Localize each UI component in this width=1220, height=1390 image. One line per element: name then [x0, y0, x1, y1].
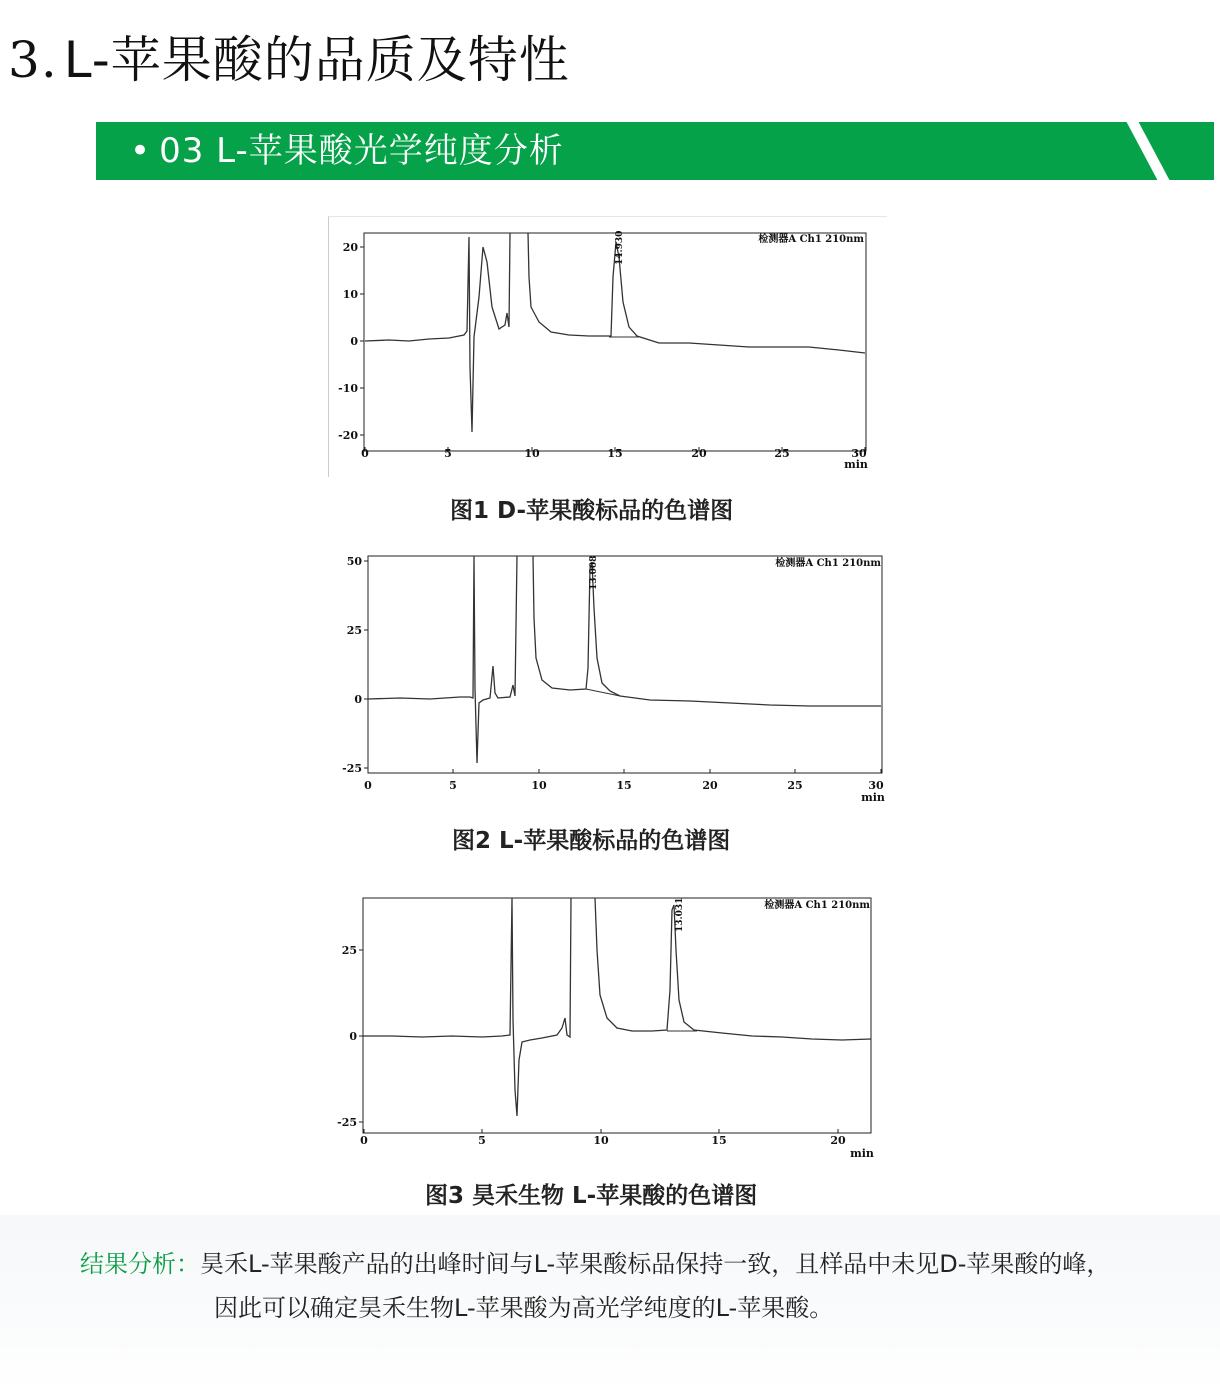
- analysis-line-1: 昊禾L-苹果酸产品的出峰时间与L-苹果酸标品保持一致，且样品中未见D-苹果酸的峰，: [200, 1250, 1111, 1278]
- result-analysis: [80, 1242, 1220, 1330]
- chromatogram-3-svg: [332, 890, 882, 1162]
- x-unit-label: min: [861, 791, 885, 804]
- peak-label: 13.008: [589, 555, 599, 590]
- section-heading: [130, 122, 564, 180]
- x-tick-label: 15: [616, 779, 632, 792]
- x-tick-label: 10: [524, 447, 540, 460]
- title-dot: .: [40, 31, 58, 89]
- x-tick-label: 10: [531, 779, 547, 792]
- x-tick-label: 25: [774, 447, 790, 460]
- y-tick-label: 10: [342, 288, 358, 301]
- y-tick-label: 0: [349, 1030, 357, 1043]
- chromatogram-2: [330, 548, 890, 810]
- analysis-line-2: 因此可以确定昊禾生物L-苹果酸为高光学纯度的L-苹果酸。: [214, 1294, 834, 1322]
- x-tick-label: 30: [868, 779, 884, 792]
- x-tick-label: 15: [711, 1134, 727, 1147]
- x-tick-label: 30: [851, 447, 867, 460]
- peak-label: 13.031: [675, 897, 685, 932]
- y-tick-label: 25: [341, 944, 357, 957]
- y-ticks: [338, 241, 364, 442]
- y-tick-label: 0: [354, 693, 362, 706]
- y-tick-label: -10: [338, 382, 358, 395]
- x-tick-label: 5: [449, 779, 457, 792]
- analysis-label: 结果分析：: [80, 1250, 200, 1278]
- x-tick-label: 0: [361, 447, 369, 460]
- chromatogram-1: [328, 216, 887, 477]
- x-tick-label: 5: [478, 1134, 486, 1147]
- detector-label: 检测器A Ch1 210nm: [764, 900, 870, 911]
- y-tick-label: -20: [338, 429, 358, 442]
- figure-1-caption: 图1 D-苹果酸标品的色谱图: [450, 498, 734, 524]
- y-tick-label: 50: [346, 555, 362, 568]
- chromatogram-1-svg: [329, 217, 887, 477]
- banner-slash-decoration: [1127, 122, 1170, 180]
- plot-frame: [363, 898, 871, 1133]
- x-tick-label: 0: [364, 779, 372, 792]
- plot-frame: [368, 556, 882, 773]
- x-tick-label: 25: [787, 779, 803, 792]
- figure-3-caption: 图3 昊禾生物 L-苹果酸的色谱图: [425, 1183, 758, 1209]
- y-tick-label: -25: [337, 1116, 357, 1129]
- y-tick-label: -25: [342, 762, 362, 775]
- title-number: 3: [8, 31, 41, 89]
- x-ticks: [360, 1129, 874, 1160]
- detector-label: 检测器A Ch1 210nm: [758, 234, 864, 245]
- x-ticks: [364, 769, 885, 804]
- x-unit-label: min: [844, 458, 868, 471]
- x-tick-label: 20: [691, 447, 707, 460]
- figure-2-caption: 图2 L-苹果酸标品的色谱图: [452, 828, 731, 854]
- peak-label: 14.930: [615, 230, 625, 265]
- chromatogram-3: [332, 890, 882, 1162]
- y-ticks: [342, 555, 368, 775]
- x-tick-label: 10: [593, 1134, 609, 1147]
- chromatogram-2-svg: [330, 548, 890, 810]
- peak-baseline: [586, 689, 620, 696]
- section-banner: [96, 122, 1214, 180]
- x-unit-label: min: [850, 1147, 874, 1160]
- y-tick-label: 25: [346, 624, 362, 637]
- chromatogram-trace: [368, 556, 881, 763]
- bullet-icon: •: [130, 131, 152, 171]
- section-heading-text: 03 L-苹果酸光学纯度分析: [159, 131, 564, 171]
- x-tick-label: 20: [702, 779, 718, 792]
- x-tick-label: 5: [444, 447, 452, 460]
- detector-label: 检测器A Ch1 210nm: [775, 558, 881, 569]
- y-tick-label: 20: [342, 241, 358, 254]
- y-tick-label: 0: [350, 335, 358, 348]
- chromatogram-trace: [363, 898, 871, 1116]
- x-tick-label: 15: [607, 447, 623, 460]
- x-tick-label: 0: [360, 1134, 368, 1147]
- title-text: L-苹果酸的品质及特性: [63, 31, 570, 89]
- page-title: [8, 20, 570, 92]
- y-ticks: [337, 944, 363, 1129]
- x-tick-label: 20: [830, 1134, 846, 1147]
